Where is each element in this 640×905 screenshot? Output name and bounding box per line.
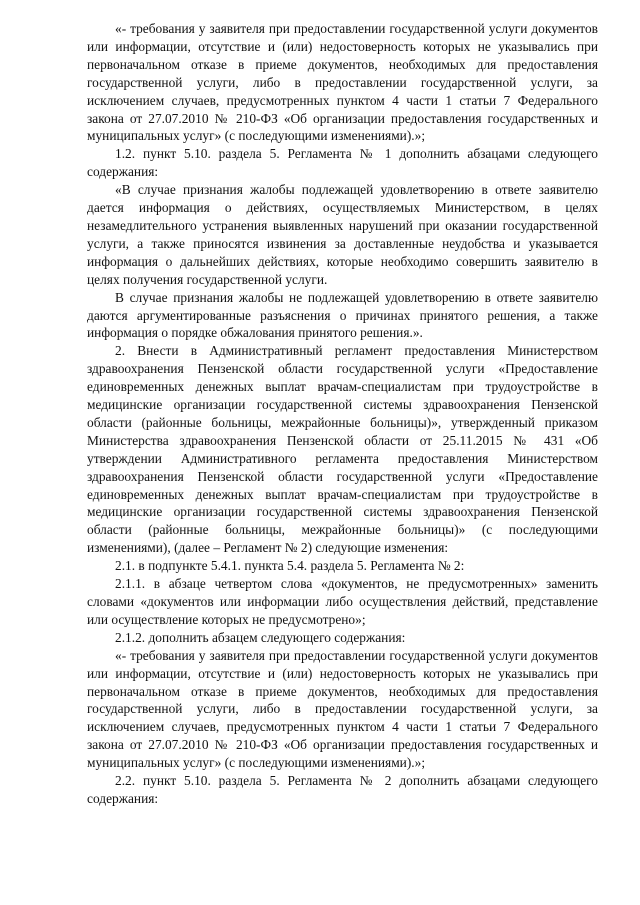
paragraph-requirement-clause-2: «- требования у заявителя при предоставлении государственной услуги документов или информации, отсутствие и (или) недостоверность которых не указывались при первоначальном отказе в приеме документов, необходимых для предоставления государственной услуги, либо в предоставлении государственной услуги, за исключением случаев, предусмотренных пунктом 4 части 1 статьи 7 Федерального закона от 27.07.2010 № 210-ФЗ «Об организации предоставления государственных и муниципальных услуг» (с последующими изменениями).»; <box>87 647 598 771</box>
paragraph-item-2-2: 2.2. пункт 5.10. раздела 5. Регламента № 2 дополнить абзацами следующего содержания: <box>87 773 598 806</box>
paragraph-item-2-1-1: 2.1.1. в абзаце четвертом слова «документов, не предусмотренных» заменить словами «документов или информации либо осуществления действий, представление или осуществление которых не предусмотрено»; <box>87 576 598 627</box>
paragraph-complaint-satisfied-1: «В случае признания жалобы подлежащей удовлетворению в ответе заявителю дается информация о действиях, осуществляемых Министерством, в целях незамедлительного устранения выявленных нарушений при оказании государственной услуги, а также приносятся извинения за доставленные неудобства и указывается информация о дальнейших действиях, которые необходимо совершить заявителю в целях получения государственной услуги. <box>87 182 598 287</box>
paragraph-item-1-2: 1.2. пункт 5.10. раздела 5. Регламента № 1 дополнить абзацами следующего содержания: <box>87 146 598 180</box>
paragraph-item-2-1-2: 2.1.2. дополнить абзацем следующего содержания: <box>115 629 406 645</box>
paragraph-requirement-clause-1: «- требования у заявителя при предоставлении государственной услуги документов или информации, отсутствие и (или) недостоверность которых не указывались при первоначальном отказе в приеме документов, необходимых для предоставления государственной услуги, либо в предоставлении государственной услуги, за исключением случаев, предусмотренных пунктом 4 части 1 статьи 7 Федерального закона от 27.07.2010 № 210-ФЗ «Об организации предоставления государственных и муниципальных услуг» (с последующими изменениями).»; <box>87 21 598 144</box>
paragraph-item-2: 2. Внести в Административный регламент предоставления Министерством здравоохранения Пензенской области государственной услуги «Предоставление единовременных денежных выплат врачам-специалистам при трудоустройстве в медицинские организации государственной системы здравоохранения Пензенской области (районные больницы, межрайонные больницы)», утвержденный приказом Министерства здравоохранения Пензенской области от 25.11.2015 № 431 «Об утверждении Административного регламента предоставления Министерством здравоохранения Пензенской области государственной услуги «Предоставление единовременных денежных выплат врачам-специалистам при трудоустройстве в медицинские организации государственной системы здравоохранения Пензенской области (районные больницы, межрайонные больницы)» (с последующими изменениями), (далее – Регламент № 2) следующие изменения: <box>87 343 598 556</box>
paragraph-complaint-rejected-1: В случае признания жалобы не подлежащей удовлетворению в ответе заявителю даются аргументированные разъяснения о причинах принятого решения, а также информация о порядке обжалования принятого решения.». <box>87 289 598 341</box>
paragraph-item-2-1: 2.1. в подпункте 5.4.1. пункта 5.4. раздела 5. Регламента № 2: <box>115 558 465 574</box>
